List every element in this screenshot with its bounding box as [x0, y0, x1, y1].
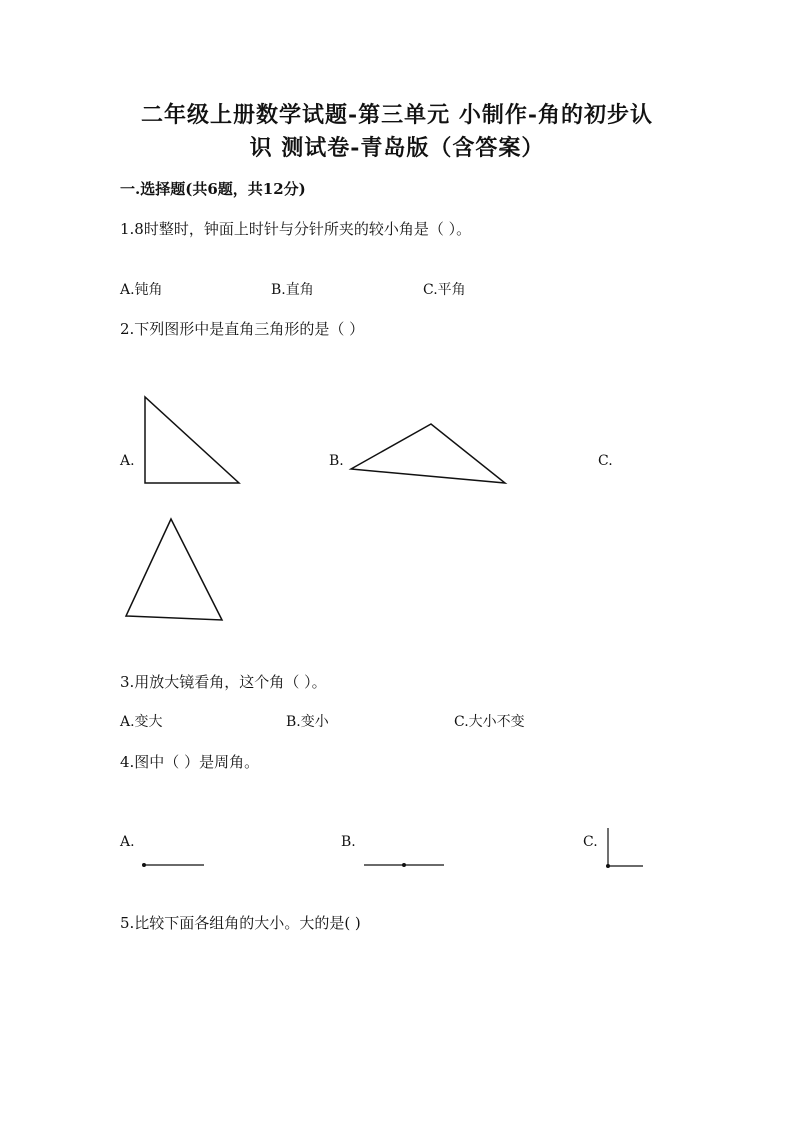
right-triangle-figure-a — [145, 397, 239, 483]
q4-option-c[interactable]: C. — [583, 834, 598, 850]
q4-option-b[interactable]: B. — [341, 834, 356, 850]
question-5: 5.比较下面各组角的大小。大的是( ) — [120, 914, 361, 932]
section-heading: 一.选择题(共6题，共12分) — [120, 180, 306, 198]
obtuse-triangle-figure-b — [351, 424, 505, 483]
q1-option-c[interactable]: C.平角 — [423, 282, 466, 298]
q3-option-c[interactable]: C.大小不变 — [454, 714, 525, 730]
page-title-line-1: 二年级上册数学试题-第三单元 小制作-角的初步认 — [141, 102, 653, 128]
q4-option-a[interactable]: A. — [120, 834, 135, 850]
angle-figure-a — [142, 863, 204, 867]
question-1: 1.8时整时，钟面上时针与分针所夹的较小角是（ ）。 — [120, 220, 472, 238]
q2-option-a[interactable]: A. — [120, 453, 135, 469]
acute-triangle-figure-c — [126, 519, 222, 620]
q1-option-b[interactable]: B.直角 — [271, 282, 314, 298]
q1-option-a[interactable]: A.钝角 — [120, 282, 163, 298]
question-3: 3.用放大镜看角，这个角（ ）。 — [120, 673, 327, 691]
angle-figure-c — [606, 828, 643, 868]
angle-figure-b — [364, 863, 444, 867]
q3-option-a[interactable]: A.变大 — [120, 714, 163, 730]
question-2: 2.下列图形中是直角三角形的是（ ） — [120, 320, 365, 338]
q2-option-b[interactable]: B. — [329, 453, 344, 469]
page-title-line-2: 识 测试卷-青岛版（含答案） — [249, 135, 545, 161]
q3-option-b[interactable]: B.变小 — [286, 714, 329, 730]
question-4: 4.图中（ ）是周角。 — [120, 753, 260, 771]
q2-option-c[interactable]: C. — [598, 453, 613, 469]
